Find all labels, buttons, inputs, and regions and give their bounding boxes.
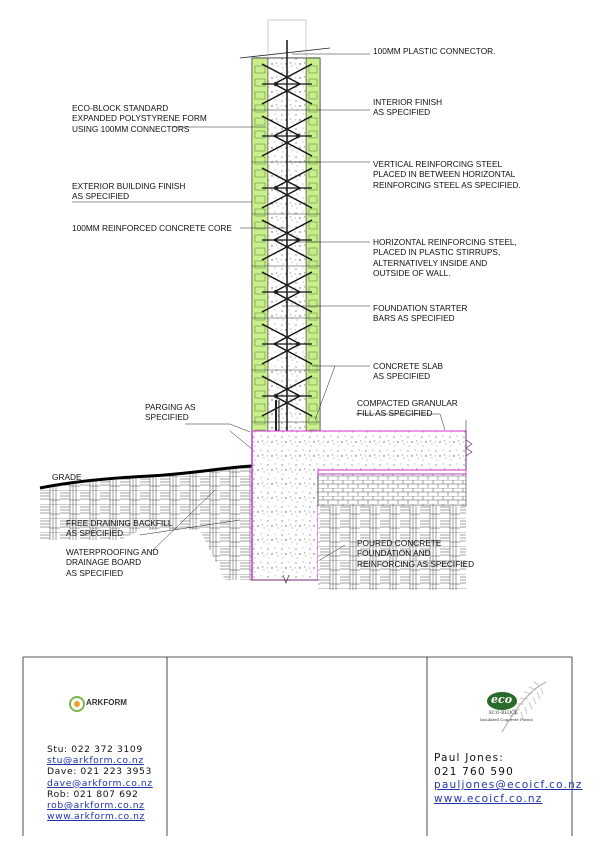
arkform-logo [69, 693, 129, 715]
label-vertical-steel: VERTICAL REINFORCING STEEL PLACED IN BETWEEN HORIZONTAL REINFORCING STEEL AS SPECIFIED. [373, 159, 521, 190]
contact-link[interactable]: www.arkform.co.nz [47, 811, 145, 823]
top-break-line [240, 20, 330, 58]
contact-phone: Stu: 022 372 3109 [47, 744, 143, 755]
label-horizontal-steel: HORIZONTAL REINFORCING STEEL, PLACED IN PLASTIC STIRRUPS, ALTERNATIVELY INSIDE AND OUTSIDE OF WALL. [373, 237, 517, 278]
label-granular-fill: COMPACTED GRANULAR FILL AS SPECIFIED [357, 398, 458, 419]
label-grade: GRADE [52, 472, 82, 482]
label-plastic-connector: 100MM PLASTIC CONNECTOR. [373, 46, 496, 56]
eco-logo-sub2: Insulated Concrete Forms [480, 717, 533, 722]
paul-name: Paul Jones: [434, 752, 505, 764]
label-backfill: FREE DRAINING BACKFILL AS SPECIFIED [66, 518, 173, 539]
label-poured-foundation: POURED CONCRETE FOUNDATION AND REINFORCING AS SPECIFIED [357, 538, 475, 569]
contact-link[interactable]: stu@arkform.co.nz [47, 755, 144, 767]
label-concrete-core: 100MM REINFORCED CONCRETE CORE [72, 223, 232, 233]
label-waterproofing: WATERPROOFING AND DRAINAGE BOARD AS SPECIFIED [66, 547, 159, 578]
label-starter-bars: FOUNDATION STARTER BARS AS SPECIFIED [373, 303, 468, 324]
label-parging: PARGING AS SPECIFIED [145, 402, 196, 423]
contact-link[interactable]: rob@arkform.co.nz [47, 800, 145, 812]
contact-phone: Rob: 021 807 692 [47, 788, 139, 800]
paul-contact [434, 752, 583, 806]
paul-phone: 021 760 590 [434, 765, 514, 778]
fern-leaf-icon [480, 680, 550, 735]
paul-web-link[interactable]: www.ecoicf.co.nz [434, 792, 543, 805]
label-exterior-finish: EXTERIOR BUILDING FINISH AS SPECIFIED [72, 181, 186, 202]
label-concrete-slab: CONCRETE SLAB AS SPECIFIED [373, 361, 444, 382]
eco-logo-sub1: ECO-BLOCK [489, 711, 518, 716]
eco-logo-text: eco [491, 693, 513, 706]
eco-block-logo [480, 680, 550, 735]
paul-email-link[interactable]: pauljones@ecoicf.co.nz [434, 779, 583, 792]
icf-wall [252, 58, 320, 431]
label-eco-block-form: ECO-BLOCK STANDARD EXPANDED POLYSTYRENE FORM USING 100MM CONNECTORS [72, 103, 207, 134]
contact-link[interactable]: dave@arkform.co.nz [47, 777, 153, 789]
arkform-contact-list [47, 744, 153, 822]
contact-phone: Dave: 021 223 3953 [47, 766, 152, 778]
arkform-logo-text: ARKFORM [86, 698, 127, 707]
label-interior-finish: INTERIOR FINISH AS SPECIFIED [373, 97, 443, 118]
